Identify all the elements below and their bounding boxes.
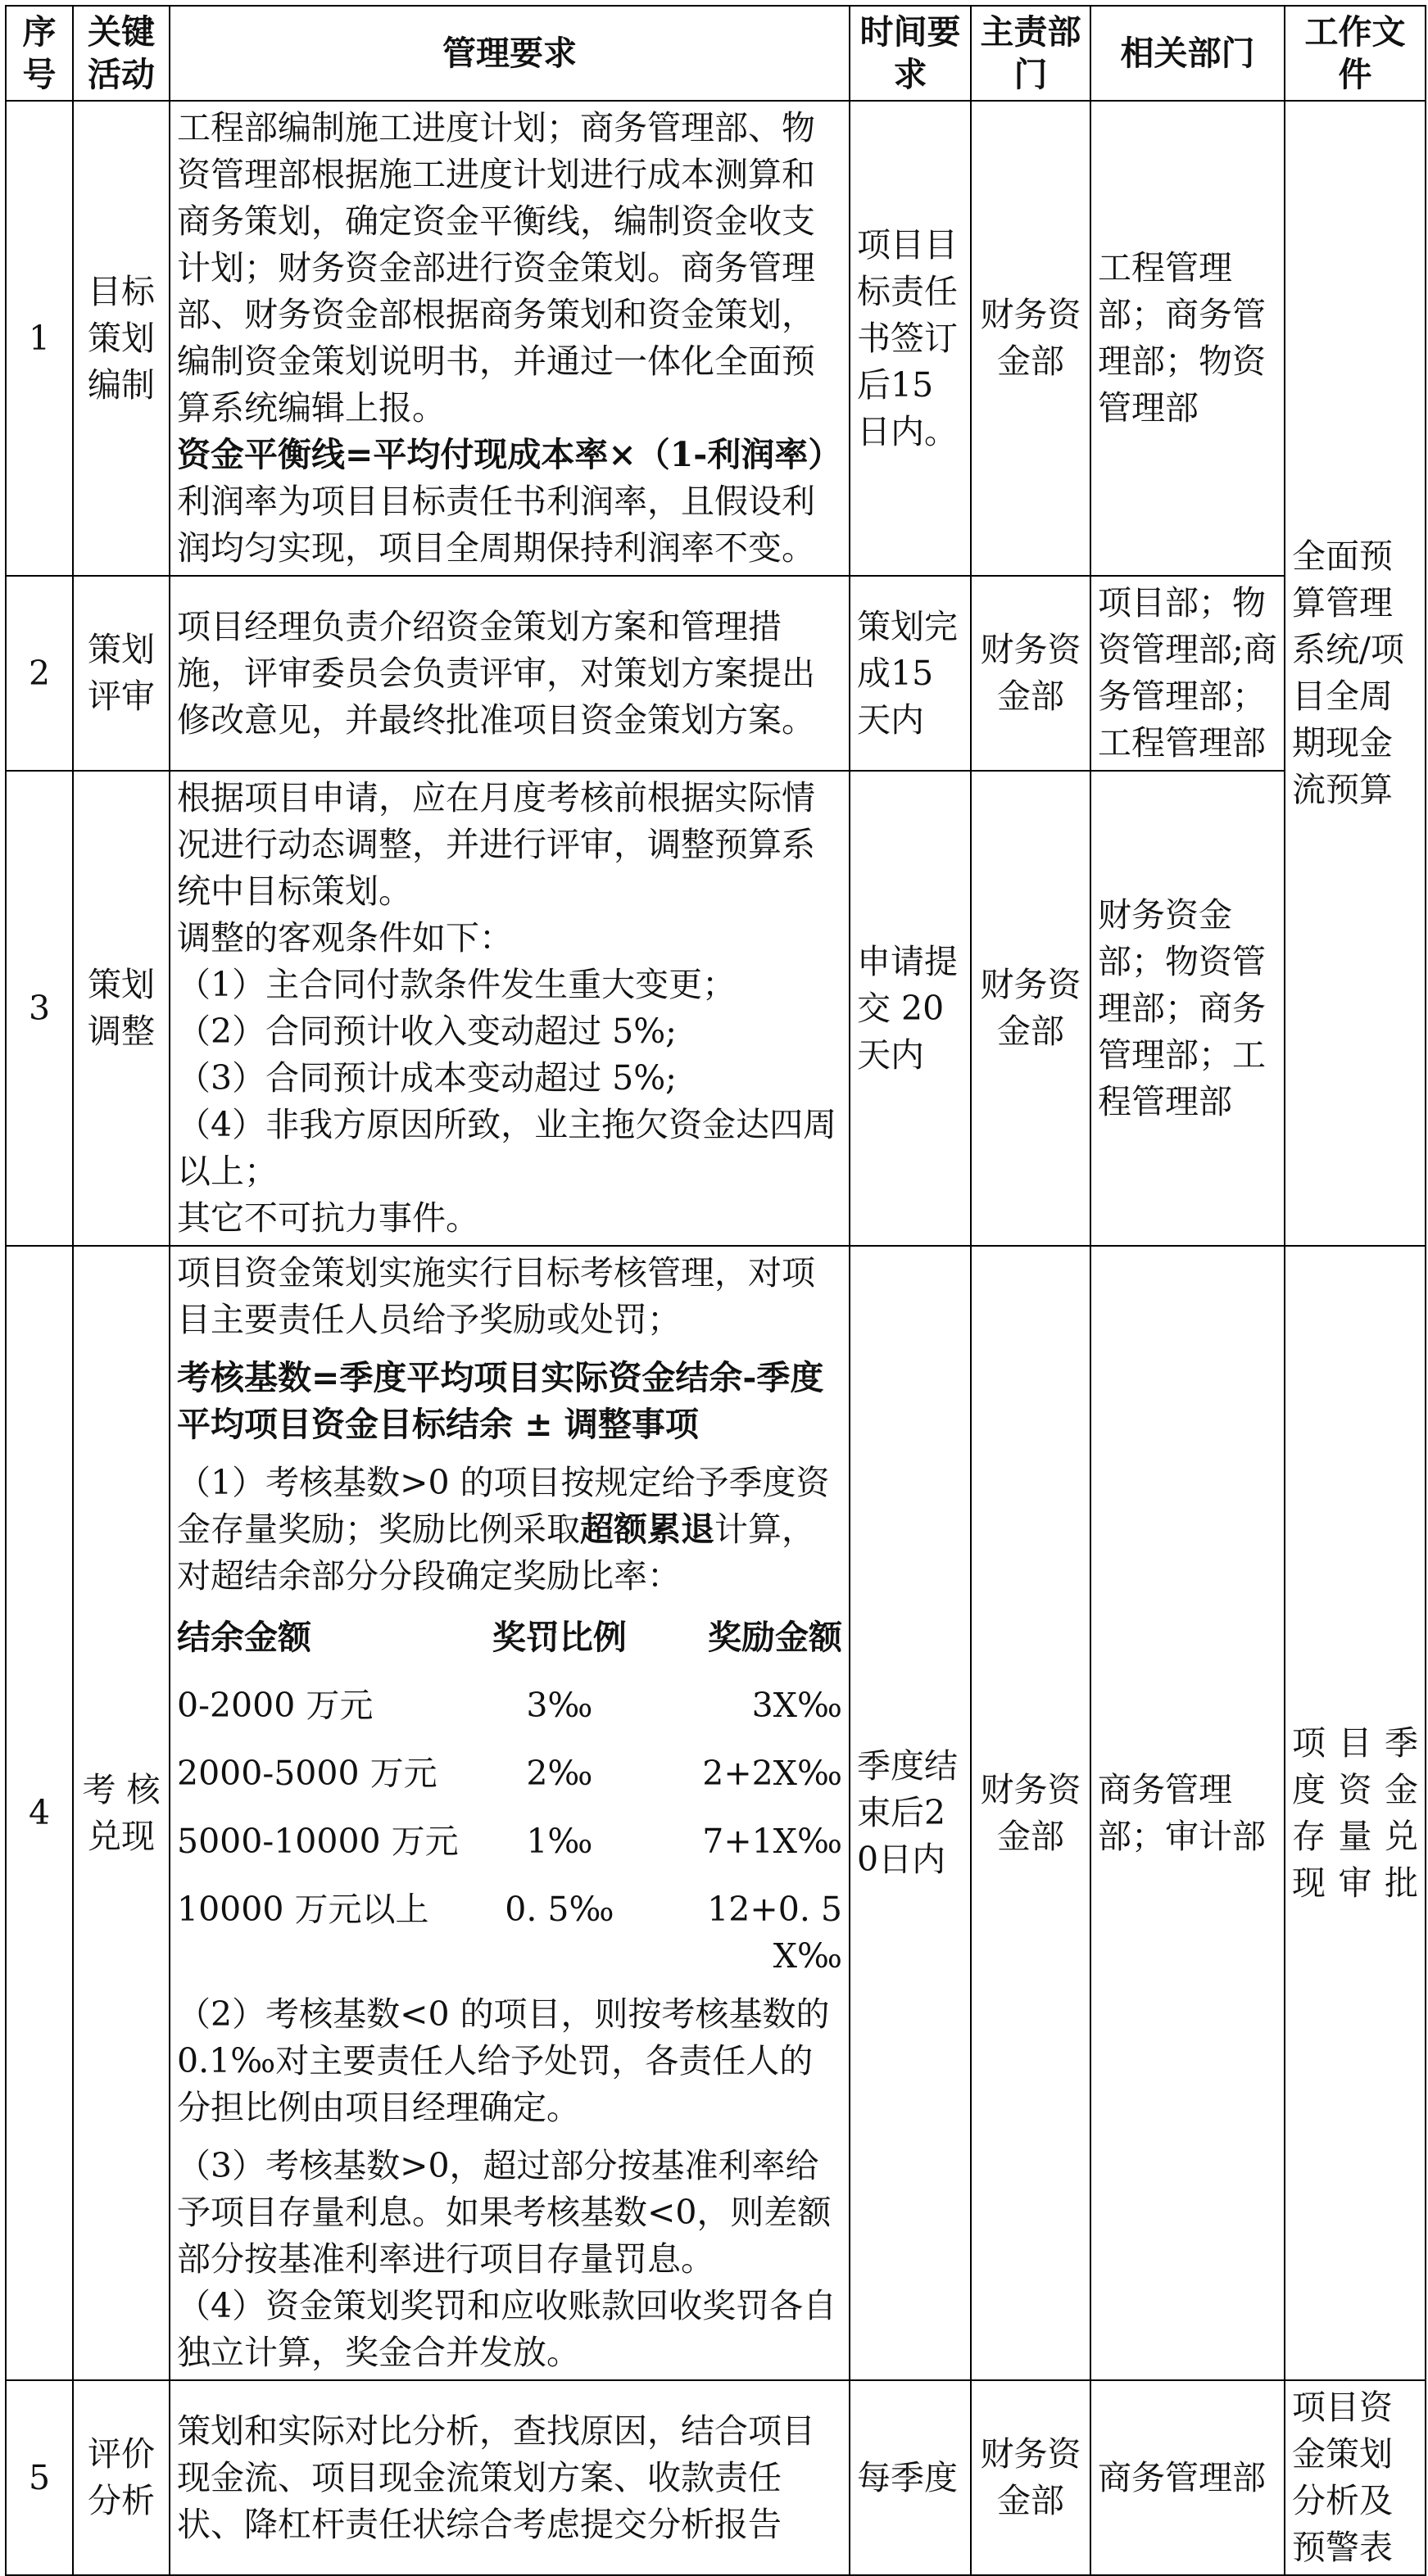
reward-bonus: 7+1X‰ <box>702 1822 842 1861</box>
row-2-lead-dept: 财务资金部 <box>971 576 1090 771</box>
row-4-req-text: 项目资金策划实施实行目标考核管理，对项目主要责任人员给予奖励或处罚； <box>177 1253 815 1339</box>
row-3-condition-1: （1）主合同付款条件发生重大变更； <box>177 965 737 1004</box>
row-2-time: 策划完成15天内 <box>850 576 971 771</box>
reward-table-row <box>177 1682 842 1729</box>
reward-amount: 10000 万元以上 <box>177 1890 429 1929</box>
table-row-5 <box>6 2380 1426 2575</box>
row-5-docs: 项目资金策划分析及预警表 <box>1285 2380 1426 2575</box>
reward-bonus: 3X‰ <box>751 1686 842 1725</box>
process-table <box>5 5 1426 2576</box>
reward-table-row <box>177 1818 842 1865</box>
row-1-req-formula: 资金平衡线=平均付现成本率×（1-利润率） <box>177 435 842 474</box>
row-5-no: 5 <box>6 2380 73 2575</box>
row-4-activity: 考 核兑现 <box>73 1246 170 2380</box>
row-4-rule-1-c: 计算，对超结余部分分段确定奖励比率： <box>177 1510 815 1596</box>
row-3-activity: 策划调整 <box>73 771 170 1246</box>
row-1-req-note: 利润率为项目目标责任书利润率，且假设利润均匀实现，项目全周期保持利润率不变。 <box>177 482 815 568</box>
row-3-time: 申请提交 20 天内 <box>850 771 971 1246</box>
row-3-lead-dept: 财务资金部 <box>971 771 1090 1246</box>
reward-amount: 5000-10000 万元 <box>177 1822 459 1861</box>
row-2-no: 2 <box>6 576 73 771</box>
row-4-related-dept: 商务管理部；审计部 <box>1090 1246 1285 2380</box>
row-3-condition-3: （3）合同预计成本变动超过 5%; <box>177 1058 677 1098</box>
row-2-activity: 策划评审 <box>73 576 170 771</box>
row-4-req-formula: 考核基数=季度平均项目实际资金结余-季度平均项目资金目标结余 ± 调整事项 <box>177 1358 824 1444</box>
header-lead-dept: 主责部门 <box>971 6 1090 101</box>
table-row-4 <box>6 1246 1426 2380</box>
reward-header-bonus: 奖励金额 <box>707 1618 842 1657</box>
reward-header-amount: 结余金额 <box>177 1618 311 1657</box>
row-1-requirement <box>170 101 850 576</box>
row-5-time: 每季度 <box>850 2380 971 2575</box>
row-2-requirement <box>170 576 850 771</box>
row-4-time: 季度结束后20日内 <box>850 1246 971 2380</box>
row-5-related-dept: 商务管理部 <box>1090 2380 1285 2575</box>
row-3-requirement <box>170 771 850 1246</box>
row-5-lead-dept: 财务资金部 <box>971 2380 1090 2575</box>
header-no: 序号 <box>6 6 73 101</box>
row-4-docs: 项 目 季度 资 金存 量 兑现审批 <box>1285 1246 1426 2380</box>
row-1-lead-dept: 财务资金部 <box>971 101 1090 576</box>
row-1-activity: 目标策划编制 <box>73 101 170 576</box>
reward-ratio: 1‰ <box>526 1822 593 1861</box>
row-4-lead-dept: 财务资金部 <box>971 1246 1090 2380</box>
row-3-req-conditions-title: 调整的客观条件如下： <box>177 918 513 958</box>
row-2-related-dept: 项目部；物资管理部;商务管理部；工程管理部 <box>1090 576 1285 771</box>
reward-ratio: 0. 5‰ <box>505 1890 614 1929</box>
header-time: 时间要求 <box>850 6 971 101</box>
row-3-no: 3 <box>6 771 73 1246</box>
reward-table-row <box>177 1750 842 1797</box>
reward-amount: 0-2000 万元 <box>177 1686 374 1725</box>
row-5-activity: 评价分析 <box>73 2380 170 2575</box>
table-row-1 <box>6 101 1426 576</box>
reward-table-header <box>177 1614 842 1661</box>
reward-header-ratio: 奖罚比例 <box>492 1618 627 1657</box>
reward-ratio: 3‰ <box>526 1686 593 1725</box>
row-3-req-text: 根据项目申请，应在月度考核前根据实际情况进行动态调整，并进行评审，调整预算系统中目标策划。 <box>177 778 815 911</box>
reward-amount: 2000-5000 万元 <box>177 1754 437 1793</box>
row-4-rule-3: （3）考核基数>0，超过部分按基准利率给予项目存量利息。如果考核基数<0，则差额部分按基准利率进行项目存量罚息。 <box>177 2146 832 2279</box>
row-4-rule-1-a: （1）考核基数>0 的项目按规定给予季度资金存量奖励；奖励比例采取 <box>177 1463 830 1549</box>
reward-bonus: 12+0. 5X‰ <box>707 1890 842 1976</box>
row-4-no: 4 <box>6 1246 73 2380</box>
rows-1-3-docs: 全面预算管理系统/项目全周期现金流预算 <box>1285 101 1426 1246</box>
row-4-requirement <box>170 1246 850 2380</box>
header-activity: 关键活动 <box>73 6 170 101</box>
row-4-rule-1-emphasis: 超额累退 <box>580 1510 714 1549</box>
reward-table-row <box>177 1886 842 1980</box>
row-4-rule-1 <box>177 1460 842 1600</box>
header-docs: 工作文件 <box>1285 6 1426 101</box>
row-4-rule-2: （2）考核基数<0 的项目，则按考核基数的 0.1‰对主要责任人给予处罚，各责任人的分担比例由项目经理确定。 <box>177 1994 830 2127</box>
row-3-related-dept: 财务资金部；物资管理部；商务管理部；工程管理部 <box>1090 771 1285 1246</box>
row-3-condition-2: （2）合同预计收入变动超过 5%; <box>177 1012 677 1051</box>
row-2-req-text: 项目经理负责介绍资金策划方案和管理措施，评审委员会负责评审，对策划方案提出修改意见，并最终批准项目资金策划方案。 <box>177 606 815 740</box>
row-1-related-dept: 工程管理部；商务管理部；物资管理部 <box>1090 101 1285 576</box>
table-row-3 <box>6 771 1426 1246</box>
header-row <box>6 6 1426 101</box>
row-1-no: 1 <box>6 101 73 576</box>
reward-bonus: 2+2X‰ <box>702 1754 842 1793</box>
row-1-time: 项目目标责任书签订后15日内。 <box>850 101 971 576</box>
reward-ratio: 2‰ <box>526 1754 593 1793</box>
row-3-condition-5: 其它不可抗力事件。 <box>177 1198 479 1238</box>
header-requirement: 管理要求 <box>170 6 850 101</box>
row-3-condition-4: （4）非我方原因所致，业主拖欠资金达四周以上； <box>177 1105 837 1191</box>
header-related-dept: 相关部门 <box>1090 6 1285 101</box>
row-1-req-text: 工程部编制施工进度计划；商务管理部、物资管理部根据施工进度计划进行成本测算和商务策划，确定资金平衡线，编制资金收支计划；财务资金部进行资金策划。商务管理部、财务资金部根据商务策划和资金策划，编制资金策划说明书，并通过一体化全面预算系统编辑上报。 <box>177 108 815 428</box>
table-row-2 <box>6 576 1426 771</box>
row-5-requirement <box>170 2380 850 2575</box>
row-5-req-text: 策划和实际对比分析，查找原因，结合项目现金流、项目现金流策划方案、收款责任状、降杠杆责任状综合考虑提交分析报告 <box>177 2411 815 2544</box>
row-4-rule-4: （4）资金策划奖罚和应收账款回收奖罚各自独立计算，奖金合并发放。 <box>177 2286 837 2372</box>
